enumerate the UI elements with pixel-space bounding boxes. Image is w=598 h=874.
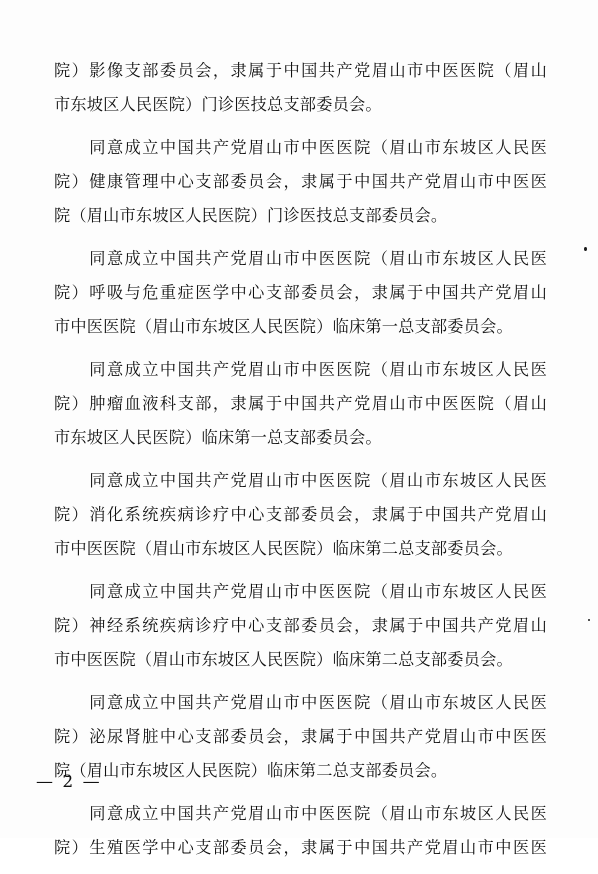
paragraph-oncology-branch	[54, 353, 547, 455]
text-line: 同意成立中国共产党眉山市中医医院（眉山市东坡区人民医	[54, 249, 547, 268]
paragraph-reproductive-branch	[54, 797, 547, 865]
text-line: 同意成立中国共产党眉山市中医医院（眉山市东坡区人民医	[54, 804, 547, 823]
text-line: 院）生殖医学中心支部委员会，隶属于中国共产党眉山市中医医	[54, 838, 547, 857]
text-line: 市东坡区人民医院）临床第一总支部委员会。	[54, 428, 382, 447]
text-line: 市中医医院（眉山市东坡区人民医院）临床第一总支部委员会。	[54, 317, 513, 336]
text-line: 同意成立中国共产党眉山市中医医院（眉山市东坡区人民医	[54, 582, 547, 601]
text-line: 院）呼吸与危重症医学中心支部委员会，隶属于中国共产党眉山	[54, 283, 547, 302]
text-line: 同意成立中国共产党眉山市中医医院（眉山市东坡区人民医	[54, 693, 547, 712]
scan-speck	[588, 619, 590, 621]
text-line: 院（眉山市东坡区人民医院）门诊医技总支部委员会。	[54, 206, 448, 225]
text-line: 院（眉山市东坡区人民医院）临床第二总支部委员会。	[54, 761, 448, 780]
page-number: — 2 —	[36, 772, 102, 792]
paragraph-neurology-branch	[54, 575, 547, 677]
text-line: 市东坡区人民医院）门诊医技总支部委员会。	[54, 95, 382, 114]
paragraph-imaging-branch	[54, 54, 547, 122]
document-body	[54, 54, 547, 874]
text-line: 市中医医院（眉山市东坡区人民医院）临床第二总支部委员会。	[54, 650, 513, 669]
text-line: 院）肿瘤血液科支部，隶属于中国共产党眉山市中医医院（眉山	[54, 394, 547, 413]
text-line: 院）影像支部委员会，隶属于中国共产党眉山市中医医院（眉山	[54, 61, 547, 80]
text-line: 院）泌尿肾脏中心支部委员会，隶属于中国共产党眉山市中医医	[54, 727, 547, 746]
scan-speck	[584, 247, 587, 251]
text-line: 同意成立中国共产党眉山市中医医院（眉山市东坡区人民医	[54, 471, 547, 490]
text-line: 同意成立中国共产党眉山市中医医院（眉山市东坡区人民医	[54, 138, 547, 157]
paragraph-health-management-branch	[54, 131, 547, 233]
text-line: 同意成立中国共产党眉山市中医医院（眉山市东坡区人民医	[54, 360, 547, 379]
paragraph-digestive-branch	[54, 464, 547, 566]
text-line: 市中医医院（眉山市东坡区人民医院）临床第二总支部委员会。	[54, 539, 513, 558]
text-line: 院）神经系统疾病诊疗中心支部委员会，隶属于中国共产党眉山	[54, 616, 547, 635]
paragraph-urology-branch	[54, 686, 547, 788]
paragraph-respiratory-branch	[54, 242, 547, 344]
text-line: 院）消化系统疾病诊疗中心支部委员会，隶属于中国共产党眉山	[54, 505, 547, 524]
text-line: 院）健康管理中心支部委员会，隶属于中国共产党眉山市中医医	[54, 172, 547, 191]
